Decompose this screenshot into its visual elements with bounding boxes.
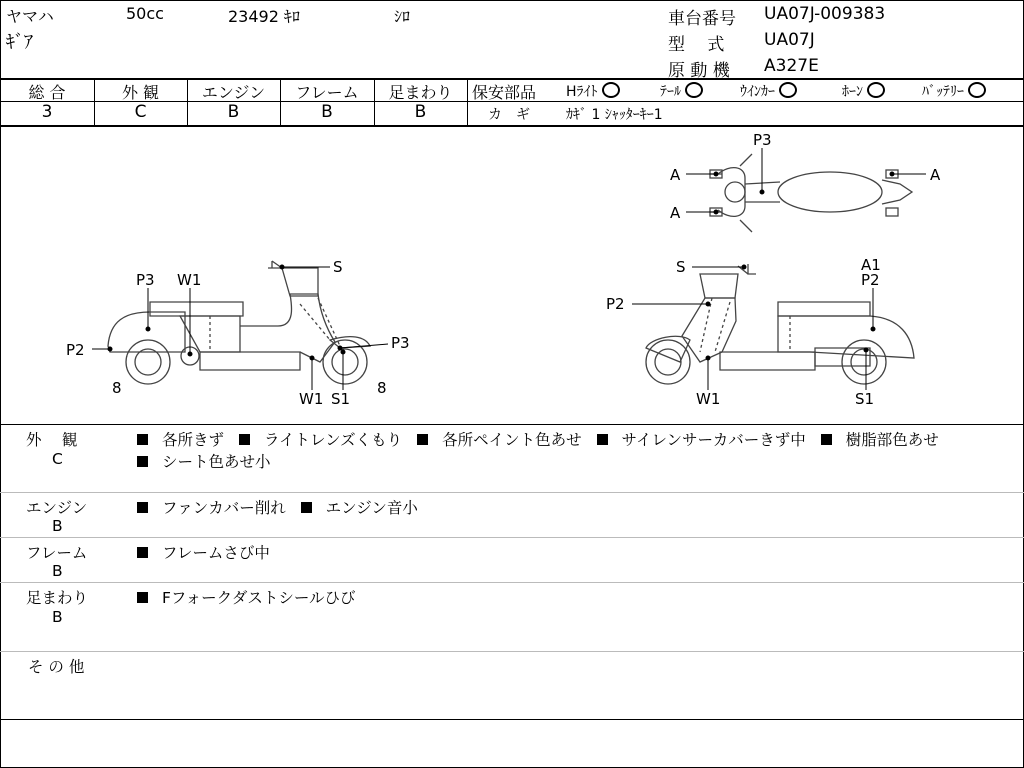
- key-value: ｶｷﾞ 1 ｼｬｯﾀｰｷｰ1: [566, 107, 663, 123]
- safety-item-battery: ﾊﾞｯﾃﾘｰ: [922, 81, 986, 101]
- engine-label: 原 動 機: [668, 61, 730, 81]
- safety-item-horn: ﾎｰﾝ: [842, 81, 885, 101]
- ok-mark-icon: [779, 82, 797, 98]
- key-label: カ ギ: [488, 107, 530, 123]
- remark-label-other: そ の 他: [28, 658, 85, 676]
- rating-label-exterior: 外 観: [121, 83, 160, 102]
- ok-mark-icon: [685, 82, 703, 98]
- diagram-label-8-right: 8: [377, 379, 387, 397]
- type-value: UA07J: [764, 30, 815, 50]
- ok-mark-icon: [968, 82, 986, 98]
- maker: ヤマハ: [6, 7, 54, 26]
- rating-value-exterior: C: [134, 102, 147, 122]
- scooter-top-view: [710, 154, 912, 232]
- remark-label-exterior: 外 観: [26, 431, 78, 449]
- remark-label-frame: フレーム: [26, 544, 88, 562]
- ok-mark-icon: [602, 82, 620, 98]
- ok-mark-icon: [867, 82, 885, 98]
- diagram-label-w1: W1: [696, 390, 721, 408]
- diagram-label-p2: P2: [861, 271, 880, 289]
- diagram-label-p3-right: P3: [391, 334, 410, 352]
- diagram-label-p2: P2: [66, 341, 85, 359]
- rating-value-engine: B: [227, 102, 240, 122]
- safety-item-taillight: ﾃｰﾙ: [660, 81, 703, 101]
- diagram-label-p3: P3: [753, 131, 772, 149]
- remark-label-engine: エンジン: [26, 499, 88, 517]
- safety-item-headlight: Hﾗｲﾄ: [566, 81, 620, 101]
- diagram-label-w1: W1: [177, 271, 202, 289]
- remark-grade-exterior: C: [52, 450, 63, 468]
- diagram-label-a1: A1: [861, 256, 881, 274]
- displacement: 50cc: [126, 4, 164, 23]
- safety-item-winker: ｳｲﾝｶｰ: [740, 81, 797, 101]
- engine-value: A327E: [764, 56, 819, 76]
- diagram-label-a: A: [930, 166, 941, 184]
- diagram-label-a: A: [670, 166, 681, 184]
- remark-line-exterior-2: シート色あせ小: [137, 450, 271, 472]
- safety-title: 保安部品: [472, 83, 537, 102]
- remark-line-exterior-1: 各所きず ライトレンズくもり 各所ペイント色あせ サイレンサーカバーきず中 樹脂部色あせ: [137, 428, 939, 450]
- rating-label-overall: 総 合: [28, 83, 66, 102]
- rating-value-frame: B: [321, 102, 333, 122]
- diagram-label-s1: S1: [855, 390, 875, 408]
- rating-value-suspension: B: [414, 102, 427, 122]
- diagram-label-s1: S1: [331, 390, 351, 408]
- rating-label-engine: エンジン: [201, 83, 266, 102]
- diagram-label-a: A: [670, 204, 681, 222]
- remark-grade-frame: B: [52, 562, 63, 580]
- type-label: 型 式: [668, 35, 725, 55]
- rating-label-frame: フレーム: [295, 83, 359, 102]
- remark-line-suspension: Fフォークダストシールひび: [137, 586, 356, 608]
- remark-grade-suspension: B: [52, 608, 63, 626]
- remark-label-suspension: 足まわり: [26, 589, 89, 607]
- frame-no: UA07J-009383: [764, 4, 886, 24]
- body-color: ｼﾛ: [394, 7, 411, 26]
- diagram-label-s: S: [676, 258, 686, 276]
- frame-no-label: 車台番号: [668, 9, 736, 29]
- diagram-label-s: S: [333, 258, 343, 276]
- diagram-label-p3: P3: [136, 271, 155, 289]
- rating-label-suspension: 足まわり: [388, 83, 453, 102]
- diagram-label-p2: P2: [606, 295, 625, 313]
- diagram-label-w1-bottom: W1: [299, 390, 324, 408]
- model-name: ｷﾞｱ: [6, 32, 33, 53]
- remark-grade-engine: B: [52, 517, 63, 535]
- remark-line-engine: ファンカバー削れ エンジン音小: [137, 496, 418, 518]
- mileage: 23492 ｷﾛ: [228, 7, 300, 26]
- diagram-label-8-left: 8: [112, 379, 122, 397]
- remark-line-frame: フレームさび中: [137, 541, 270, 563]
- rating-value-overall: 3: [41, 102, 53, 122]
